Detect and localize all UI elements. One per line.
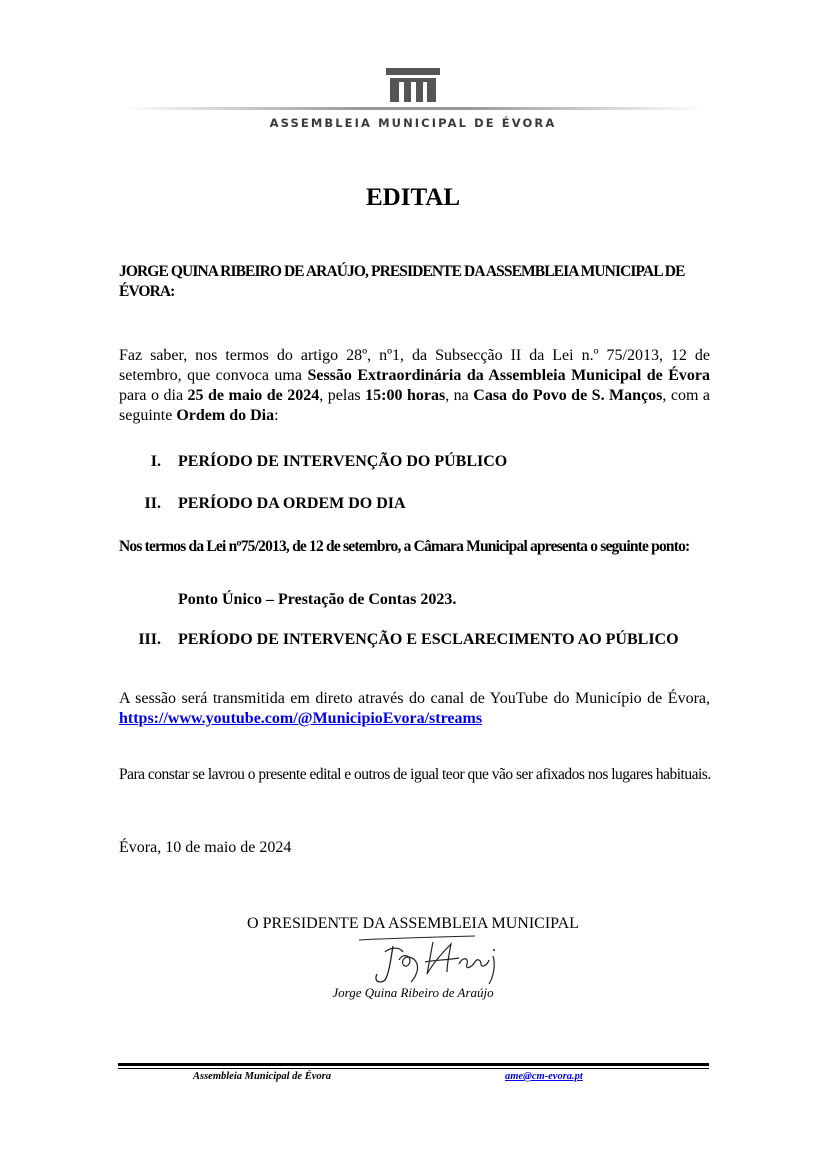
youtube-stream-link[interactable]: https://www.youtube.com/@MunicipioEvora/streams	[119, 710, 483, 727]
footer-email-link[interactable]: ame@cm-evora.pt	[505, 1071, 583, 1082]
closing-paragraph: Para constar se lavrou o presente edital e outros de igual teor que vão ser afixados nos lugares habituais.	[119, 766, 711, 783]
session-type: Sessão Extraordinária da Assembleia Municipal de Évora	[307, 367, 711, 384]
intro-text: , na	[445, 387, 474, 404]
handwritten-signature	[355, 934, 515, 986]
addressee-line: JORGE QUINA RIBEIRO DE ARAÚJO, PRESIDENTE DA ASSEMBLEIA MUNICIPAL DE ÉVORA:	[119, 263, 685, 300]
agenda-item-numeral: I.	[150, 453, 161, 470]
intro-text: :	[274, 407, 279, 424]
signatory-name: Jorge Quina Ribeiro de Araújo	[332, 985, 494, 1000]
single-point: Ponto Único – Prestação de Contas 2023.	[178, 591, 457, 608]
agenda-item	[119, 453, 719, 471]
agenda-item-label: PERÍODO DE INTERVENÇÃO DO PÚBLICO	[178, 453, 508, 470]
footer-organization: Assembleia Municipal de Évora	[193, 1071, 331, 1082]
signature-title: O PRESIDENTE DA ASSEMBLEIA MUNICIPAL	[247, 915, 579, 932]
date-line: Évora, 10 de maio de 2024	[119, 839, 292, 856]
agenda-item-label: PERÍODO DA ORDEM DO DIA	[178, 495, 406, 512]
intro-text: , com a seguinte	[119, 387, 711, 424]
intro-text: para o dia	[119, 387, 188, 404]
intro-text: , pelas	[319, 387, 366, 404]
session-time: 15:00 horas	[365, 387, 446, 404]
agenda-item-numeral: II.	[144, 495, 161, 512]
footer-divider	[118, 1068, 709, 1069]
broadcast-text: A sessão será transmitida em direto através do canal de YouTube do Município de Évora,	[119, 690, 710, 707]
agenda-item	[119, 495, 719, 513]
document-title: EDITAL	[365, 184, 460, 211]
intro-text: Faz saber, nos termos do artigo 28º, nº1, da Subsecção II da Lei n.º 75/2013, 12 de setembro, que convoca uma	[119, 347, 710, 384]
broadcast-paragraph	[119, 689, 710, 729]
header-divider	[122, 107, 706, 110]
agenda-item-numeral: III.	[138, 631, 161, 648]
agenda-item-label: PERÍODO DE INTERVENÇÃO E ESCLARECIMENTO AO PÚBLICO	[178, 631, 679, 648]
header-organization: ASSEMBLEIA MUNICIPAL DE ÉVORA	[269, 116, 557, 130]
intro-paragraph	[119, 346, 710, 426]
assembly-logo-icon	[386, 68, 440, 102]
footer-divider	[118, 1063, 709, 1066]
session-date: 25 de maio de 2024	[187, 387, 320, 404]
council-note: Nos termos da Lei nº75/2013, de 12 de setembro, a Câmara Municipal apresenta o seguinte ponto:	[119, 538, 690, 555]
agenda-heading: Ordem do Dia	[176, 407, 275, 424]
session-venue: Casa do Povo de S. Manços	[473, 387, 663, 404]
agenda-item	[119, 631, 719, 649]
